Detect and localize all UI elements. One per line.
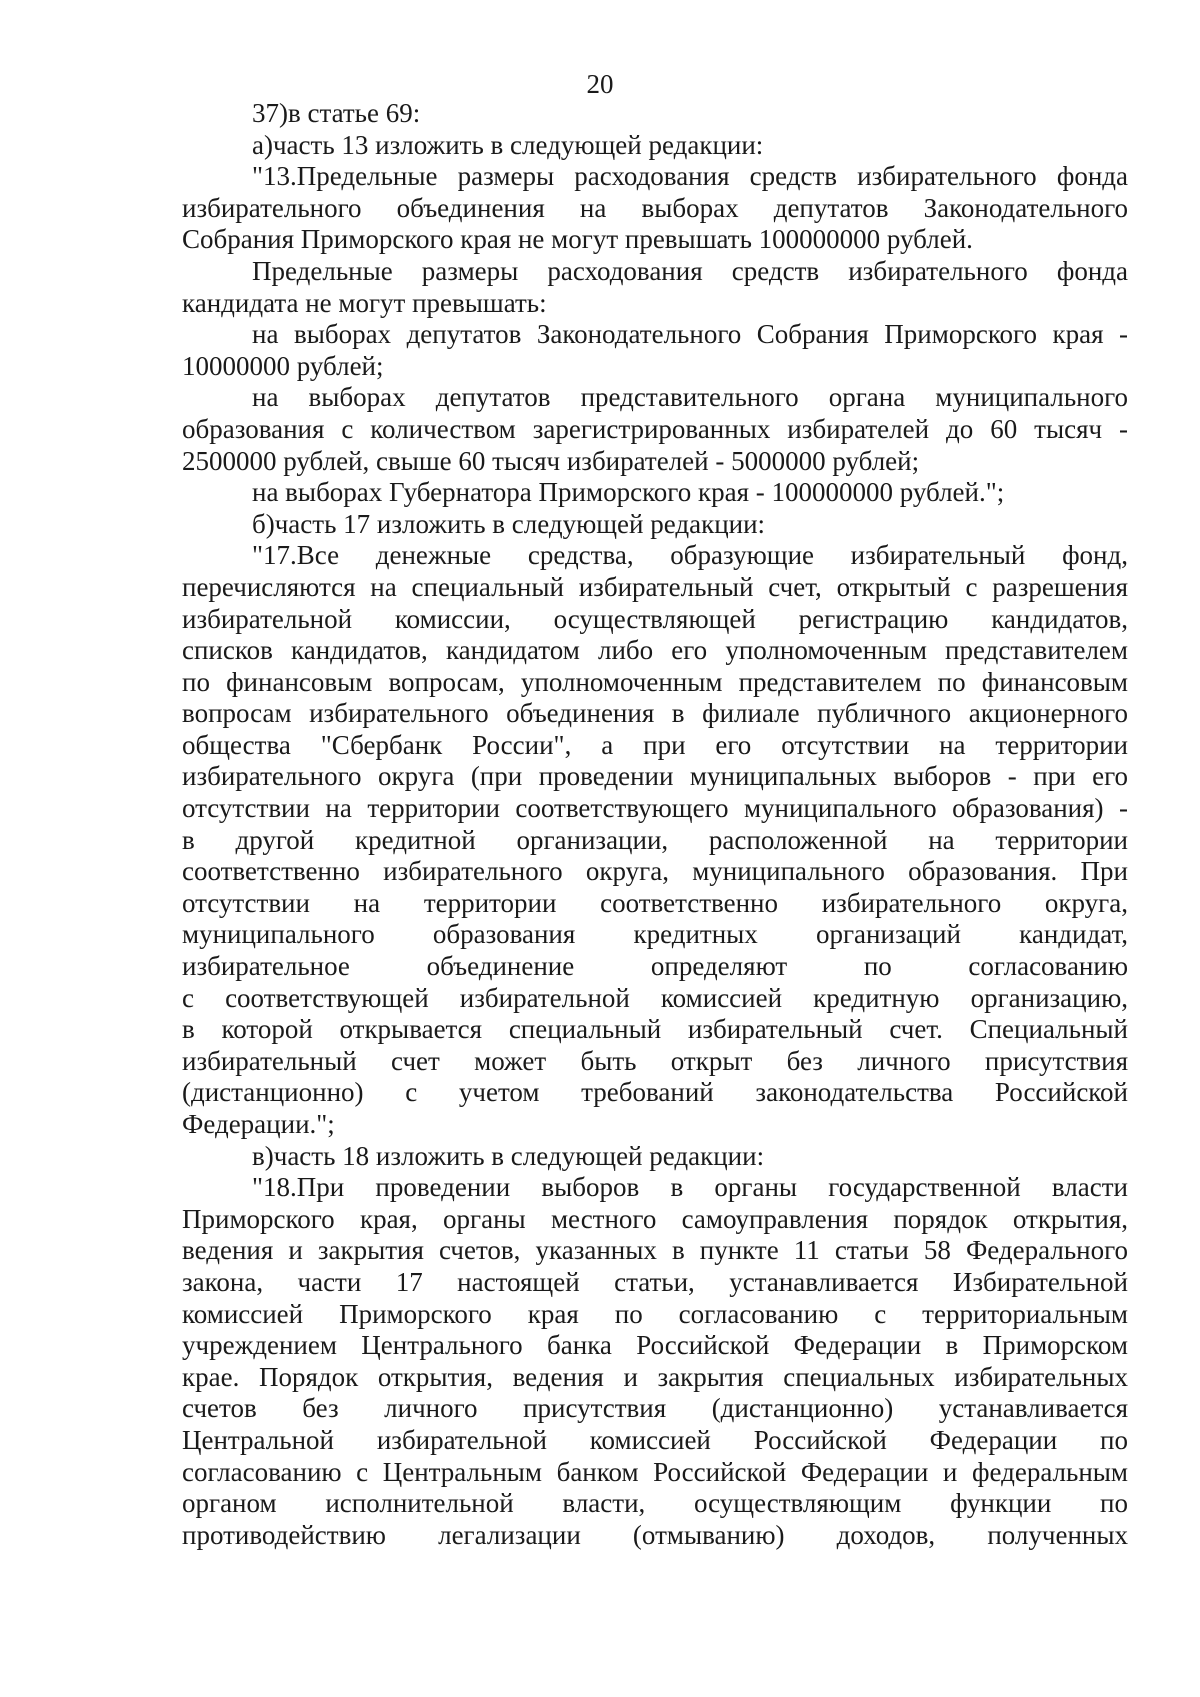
text-line: по финансовым вопросам, уполномоченным представителем по финансовым: [182, 666, 1128, 697]
text-line: списков кандидатов, кандидатом либо его уполномоченным представителем: [182, 635, 1128, 666]
text-line: ведения и закрытия счетов, указанных в пункте 11 статьи 58 Федерального: [182, 1235, 1128, 1266]
text-line: б)часть 17 изложить в следующей редакции:: [252, 508, 766, 539]
text-line: счетов без личного присутствия (дистанционно) устанавливается: [182, 1393, 1128, 1424]
text-line: "18.При проведении выборов в органы государственной власти: [252, 1172, 1128, 1203]
text-line: в которой открывается специальный избирательный счет. Специальный: [182, 1014, 1128, 1045]
text-line: избирательное объединение определяют по согласованию: [182, 951, 1128, 982]
text-line: образования с количеством зарегистрированных избирателей до 60 тысяч -: [182, 413, 1128, 444]
text-line: "13.Предельные размеры расходования средств избирательного фонда: [252, 161, 1128, 192]
text-line: крае. Порядок открытия, ведения и закрытия специальных избирательных: [182, 1361, 1128, 1392]
page-number: 20: [586, 69, 614, 99]
document-body: [182, 98, 1128, 1551]
text-line: органом исполнительной власти, осуществляющим функции по: [182, 1488, 1128, 1519]
text-line: в другой кредитной организации, расположенной на территории: [182, 824, 1128, 855]
text-line: 37)в статье 69:: [252, 98, 421, 128]
text-line: общества "Сбербанк России", а при его отсутствии на территории: [182, 729, 1128, 760]
text-line: комиссией Приморского края по согласованию с территориальным: [182, 1298, 1128, 1329]
text-line: 10000000 рублей;: [182, 350, 384, 381]
text-line: избирательного объединения на выборах депутатов Законодательного: [182, 192, 1128, 223]
text-line: 2500000 рублей, свыше 60 тысяч избирателей - 5000000 рублей;: [182, 445, 920, 476]
text-line: кандидата не могут превышать:: [182, 287, 547, 318]
text-line: Центральной избирательной комиссией Российской Федерации по: [182, 1424, 1128, 1455]
text-line: отсутствии на территории соответствующего муниципального образования) -: [182, 793, 1128, 824]
text-line: с соответствующей избирательной комиссией кредитную организацию,: [182, 982, 1128, 1013]
text-line: противодействию легализации (отмыванию) доходов, полученных: [182, 1519, 1128, 1550]
text-line: Предельные размеры расходования средств избирательного фонда: [252, 255, 1128, 286]
text-line: на выборах Губернатора Приморского края - 100000000 рублей.";: [252, 477, 1005, 508]
text-line: муниципального образования кредитных организаций кандидат,: [182, 919, 1128, 950]
text-line: Приморского края, органы местного самоуправления порядок открытия,: [182, 1203, 1128, 1234]
text-line: в)часть 18 изложить в следующей редакции:: [252, 1140, 765, 1171]
text-line: на выборах депутатов представительного органа муниципального: [252, 382, 1128, 413]
text-line: учреждением Центрального банка Российской Федерации в Приморском: [182, 1330, 1128, 1361]
text-line: на выборах депутатов Законодательного Собрания Приморского края -: [252, 319, 1128, 350]
text-line: вопросам избирательного объединения в филиале публичного акционерного: [182, 698, 1128, 729]
text-line: согласованию с Центральным банком Российской Федерации и федеральным: [182, 1456, 1128, 1487]
text-line: закона, части 17 настоящей статьи, устанавливается Избирательной: [182, 1266, 1128, 1297]
text-line: Собрания Приморского края не могут превышать 100000000 рублей.: [182, 224, 973, 255]
text-line: "17.Все денежные средства, образующие избирательный фонд,: [252, 540, 1128, 571]
text-line: Федерации.";: [182, 1109, 335, 1139]
text-line: а)часть 13 изложить в следующей редакции:: [252, 129, 764, 160]
text-line: избирательный счет может быть открыт без личного присутствия: [182, 1045, 1128, 1076]
text-line: избирательного округа (при проведении муниципальных выборов - при его: [182, 761, 1128, 792]
text-line: соответственно избирательного округа, муниципального образования. При: [182, 856, 1128, 887]
text-line: избирательной комиссии, осуществляющей регистрацию кандидатов,: [182, 603, 1128, 634]
text-line: (дистанционно) с учетом требований законодательства Российской: [182, 1077, 1128, 1108]
text-line: перечисляются на специальный избирательный счет, открытый с разрешения: [182, 571, 1128, 602]
text-line: отсутствии на территории соответственно избирательного округа,: [182, 887, 1128, 918]
